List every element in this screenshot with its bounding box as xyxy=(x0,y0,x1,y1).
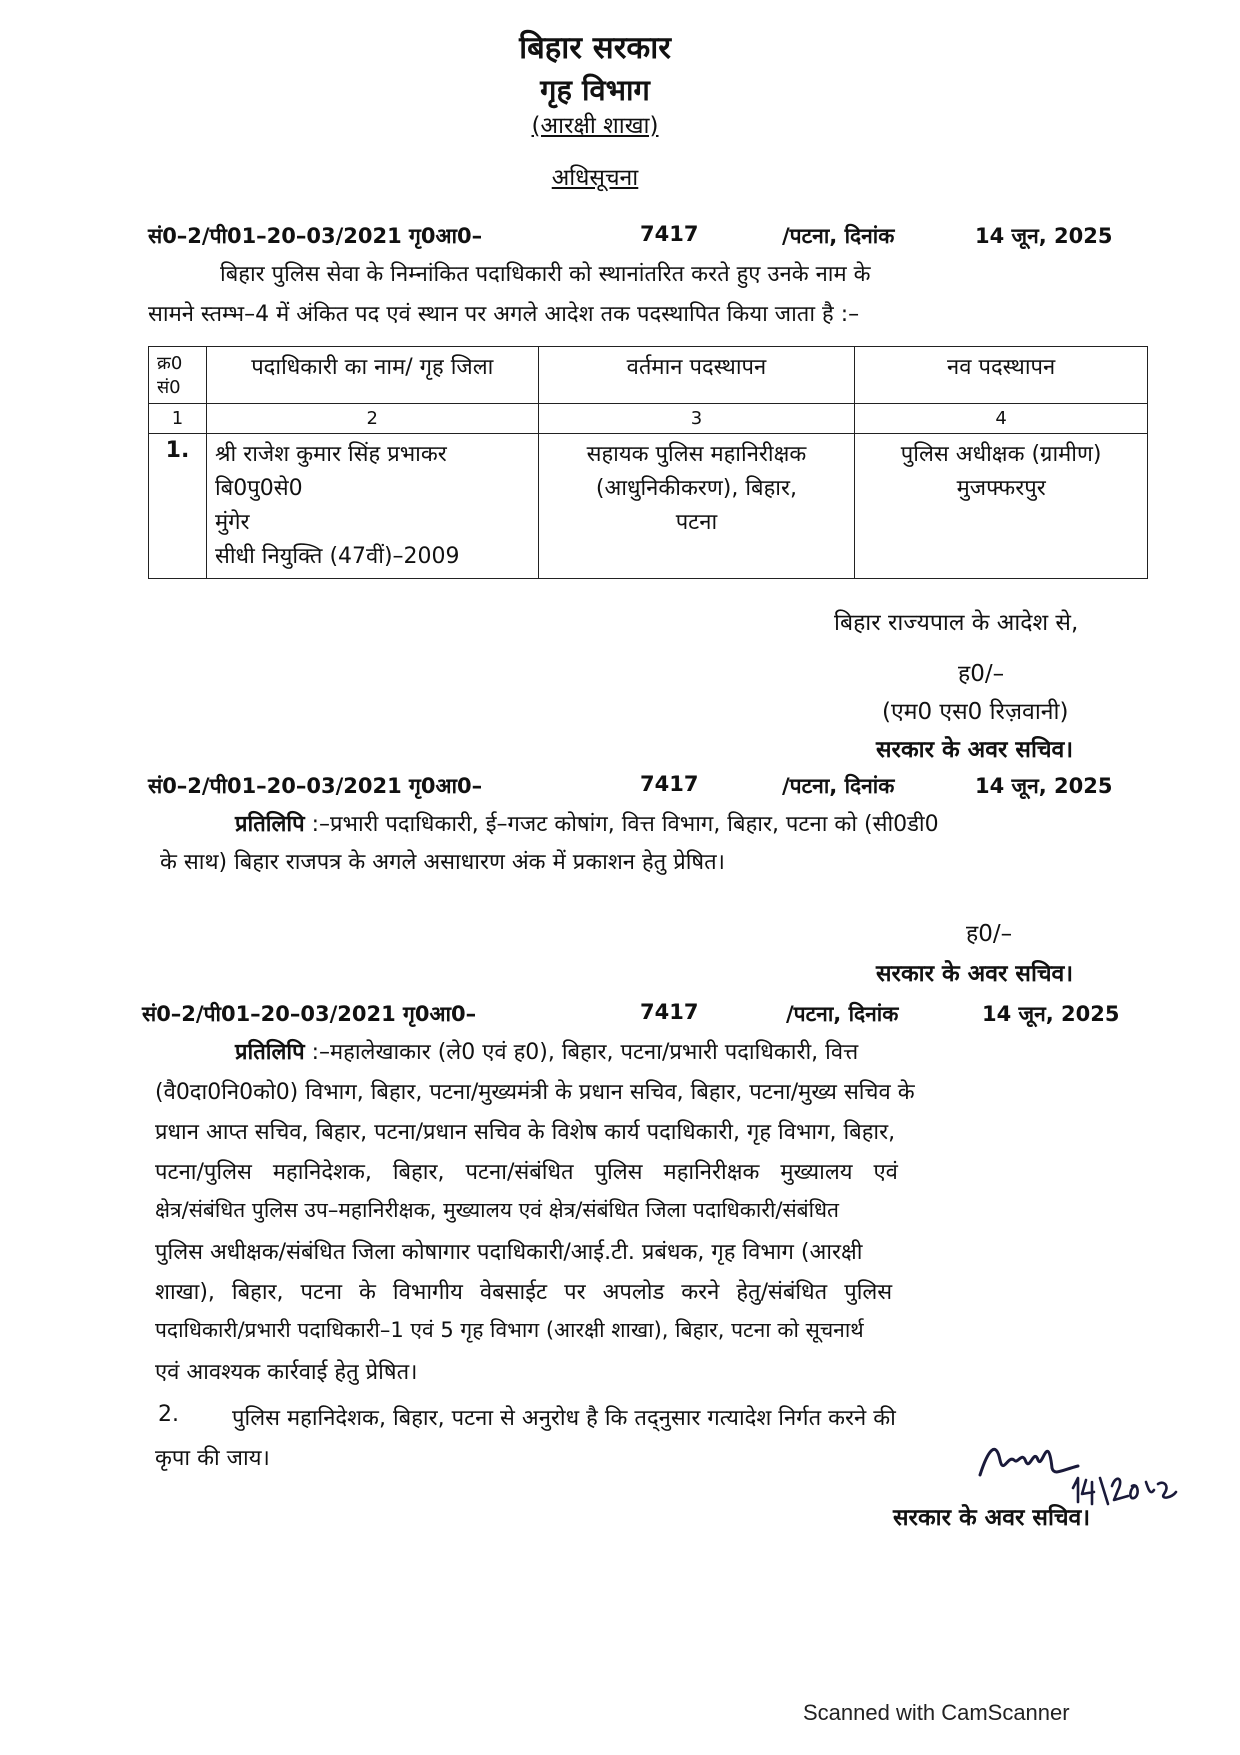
reference-serial: 7417 xyxy=(640,1000,699,1024)
officer-details xyxy=(206,434,538,579)
notification-heading: अधिसूचना xyxy=(551,165,639,191)
reference-date: 14 जून, 2025 xyxy=(975,774,1113,798)
new-posting xyxy=(855,434,1148,579)
header-new-posting: नव पदस्थापन xyxy=(855,347,1148,404)
reference-number: सं0–2/पी01–20–03/2021 गृ0आ0– xyxy=(148,224,483,248)
officer-appointment: सीधी नियुक्ति (47वीं)–2009 xyxy=(214,544,460,569)
reference-place-date-label: /पटना, दिनांक xyxy=(782,224,895,248)
by-order-text: बिहार राज्यपाल के आदेश से, xyxy=(834,610,1079,636)
copy2-designation: सरकार के अवर सचिव। xyxy=(893,1505,1091,1531)
signatory-name: (एम0 एस0 रिज़वानी) xyxy=(882,699,1069,725)
intro-line-1: बिहार पुलिस सेवा के निम्नांकित पदाधिकारी को स्थानांतरित करते हुए उनके नाम के xyxy=(220,262,871,287)
new-posting-line: मुजफ्फरपुर xyxy=(956,476,1046,501)
copy2-text: :–महालेखाकार (ले0 एवं ह0), बिहार, पटना/प्रभारी पदाधिकारी, वित्त xyxy=(311,1040,859,1065)
current-posting-line: (आधुनिकीकरण), बिहार, xyxy=(595,476,797,501)
copy1-label: प्रतिलिपि xyxy=(235,812,305,837)
reference-date: 14 जून, 2025 xyxy=(982,1002,1120,1026)
signatory-designation: सरकार के अवर सचिव। xyxy=(876,737,1074,763)
copy1-text: :–प्रभारी पदाधिकारी, ई–गजट कोषांग, वित्त विभाग, बिहार, पटना को (सी0डी0 xyxy=(311,812,939,837)
point2-line-2: कृपा की जाय। xyxy=(155,1446,270,1471)
handwritten-signature xyxy=(978,1430,1198,1510)
signed-mark: ह0/– xyxy=(958,661,1005,687)
reference-date: 14 जून, 2025 xyxy=(975,224,1113,248)
current-posting-line: सहायक पुलिस महानिरीक्षक xyxy=(586,442,807,467)
column-number: 4 xyxy=(855,404,1148,434)
header-officer: पदाधिकारी का नाम/ गृह जिला xyxy=(206,347,538,404)
copy1-designation: सरकार के अवर सचिव। xyxy=(876,961,1074,987)
current-posting-line: पटना xyxy=(675,510,718,535)
copy2-line: शाखा), बिहार, पटना के विभागीय वेबसाईट पर अपलोड करने हेतु/संबंधित पुलिस xyxy=(155,1280,893,1305)
copy2-line: एवं आवश्यक कार्रवाई हेतु प्रेषित। xyxy=(155,1360,418,1385)
government-title: बिहार सरकार xyxy=(519,30,671,66)
intro-line-2: सामने स्तम्भ–4 में अंकित पद एवं स्थान पर अगले आदेश तक पदस्थापित किया जाता है :– xyxy=(148,302,860,327)
reference-place-date-label: /पटना, दिनांक xyxy=(786,1002,899,1026)
copy2-line: क्षेत्र/संबंधित पुलिस उप–महानिरीक्षक, मुख्यालय एवं क्षेत्र/संबंधित जिला पदाधिकारी/संबंधित xyxy=(155,1198,839,1222)
reference-place-date-label: /पटना, दिनांक xyxy=(782,774,895,798)
copy1-line-2: के साथ) बिहार राजपत्र के अगले असाधारण अंक में प्रकाशन हेतु प्रेषित। xyxy=(160,850,726,875)
copy2-line: (वै0दा0नि0को0) विभाग, बिहार, पटना/मुख्यमंत्री के प्रधान सचिव, बिहार, पटना/मुख्य सचिव के xyxy=(155,1080,915,1105)
reference-number: सं0–2/पी01–20–03/2021 गृ0आ0– xyxy=(142,1002,477,1026)
copy2-line: पटना/पुलिस महानिदेशक, बिहार, पटना/संबंधित पुलिस महानिरीक्षक मुख्यालय एवं xyxy=(155,1160,898,1185)
copy1-line-1 xyxy=(235,808,939,838)
header-serial: क्र0 सं0 xyxy=(149,347,207,404)
branch-title: (आरक्षी शाखा) xyxy=(531,113,659,139)
point2-number: 2. xyxy=(158,1402,179,1427)
copy2-line-1 xyxy=(235,1036,858,1066)
column-number: 3 xyxy=(538,404,855,434)
header-current-posting: वर्तमान पदस्थापन xyxy=(538,347,855,404)
scanner-watermark: Scanned with CamScanner xyxy=(803,1700,1070,1725)
column-number: 2 xyxy=(206,404,538,434)
copy2-label: प्रतिलिपि xyxy=(235,1040,305,1065)
copy2-line: पदाधिकारी/प्रभारी पदाधिकारी–1 एवं 5 गृह विभाग (आरक्षी शाखा), बिहार, पटना को सूचनार्थ xyxy=(155,1318,864,1342)
point2-line-1: पुलिस महानिदेशक, बिहार, पटना से अनुरोध है कि तद्नुसार गत्यादेश निर्गत करने की xyxy=(232,1406,896,1431)
current-posting xyxy=(538,434,855,579)
reference-number: सं0–2/पी01–20–03/2021 गृ0आ0– xyxy=(148,774,483,798)
copy2-line: पुलिस अधीक्षक/संबंधित जिला कोषागार पदाधिकारी/आई.टी. प्रबंधक, गृह विभाग (आरक्षी xyxy=(155,1240,863,1265)
table-row xyxy=(149,434,1148,579)
officer-service: बि0पु0से0 xyxy=(214,476,303,501)
row-serial: 1. xyxy=(149,434,207,579)
posting-table xyxy=(148,346,1148,579)
reference-serial: 7417 xyxy=(640,222,699,246)
table-header-row xyxy=(149,347,1148,404)
table-column-number-row xyxy=(149,404,1148,434)
reference-serial: 7417 xyxy=(640,772,699,796)
department-title: गृह विभाग xyxy=(540,73,650,107)
signed-mark: ह0/– xyxy=(966,921,1013,947)
new-posting-line: पुलिस अधीक्षक (ग्रामीण) xyxy=(900,442,1102,467)
officer-home-district: मुंगेर xyxy=(214,510,250,535)
officer-name: श्री राजेश कुमार सिंह प्रभाकर xyxy=(214,442,447,467)
column-number: 1 xyxy=(149,404,207,434)
copy2-line: प्रधान आप्त सचिव, बिहार, पटना/प्रधान सचिव के विशेष कार्य पदाधिकारी, गृह विभाग, बिहार, xyxy=(155,1120,896,1145)
